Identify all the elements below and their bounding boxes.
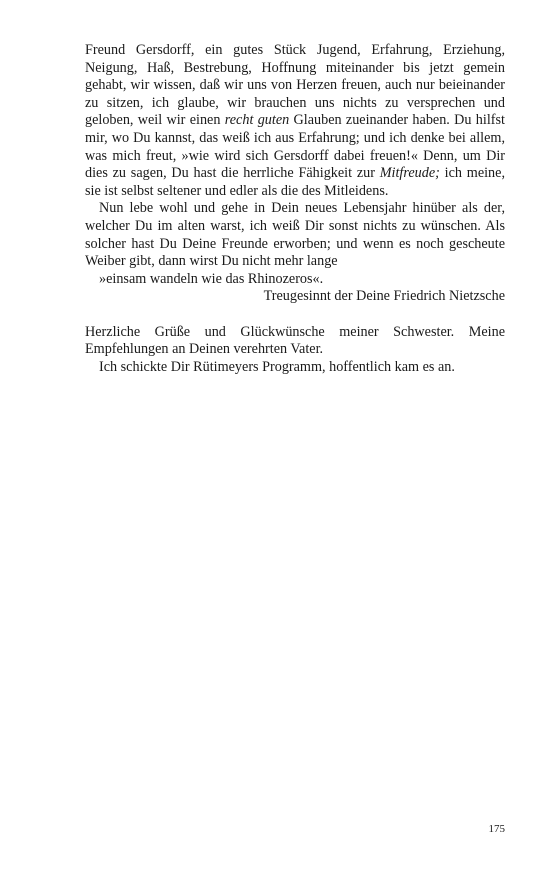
letter-paragraph-1 [85, 42, 505, 200]
paragraph-1-text-a: Freund Gersdorff, ein gutes Stück Jugend, Erfahrung, Erziehung, Neigung, Haß, Bestrebung, Hoffnung miteinander bis jetzt gemein gehabt, wir wissen, daß wir uns von Herzen freuen, auch nur beieinander zu sitzen, ich glaube, wir brauchen uns nichts zu versprechen und geloben, weil wir einen [85, 42, 505, 129]
page-number: 175 [488, 823, 505, 835]
emphasis-recht-guten: recht guten [224, 112, 290, 129]
signature: Treugesinnt der Deine Friedrich Nietzsche [263, 288, 505, 305]
letter-page [85, 42, 505, 376]
paragraph-1-text-c: ich meine, sie ist selbst seltener und edler als die des Mitleidens. [85, 165, 505, 199]
postscript-block [85, 324, 505, 377]
rhinozeros-quote: »einsam wandeln wie das Rhinozeros«. [99, 270, 324, 287]
postscript-program-note: Ich schickte Dir Rütimeyers Programm, hoffentlich kam es an. [99, 358, 455, 375]
paragraph-1-text-b: Glauben zueinander haben. Du hilfst mir, wo Du kannst, das weiß ich aus Erfahrung; und ich denke bei allem, was mich freut, »wie wird sich Gersdorff dabei freuen!« Denn, um Dir dies zu sagen, Du hast die herrliche Fähigkeit zur [85, 112, 505, 182]
postscript-greetings: Herzliche Grüße und Glückwünsche meiner Schwester. Meine Empfehlungen an Deinen verehrten Vater. [85, 323, 505, 358]
emphasis-mitfreude: Mitfreude; [379, 165, 440, 182]
letter-paragraph-2: Nun lebe wohl und gehe in Dein neues Lebensjahr hinüber als der, welcher Du im alten warst, ich weiß Dir sonst nichts zu wünschen. Als solcher hast Du Deine Freunde erworben; und wenn es noch gescheute Weiber gibt, dann wirst Du nicht mehr lange [85, 200, 505, 270]
